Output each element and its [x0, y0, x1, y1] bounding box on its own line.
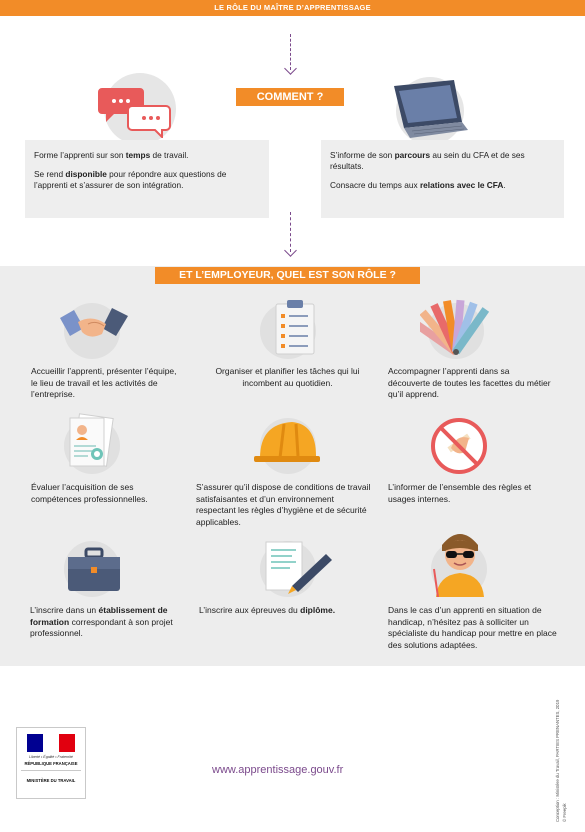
- comment-left-text-1: Forme l’apprenti sur son temps de travail.: [34, 150, 189, 160]
- laptop-icon: [388, 80, 470, 140]
- logo-motto: Liberté • Égalité • Fraternité: [29, 755, 73, 759]
- comment-right-text-1: S’informe de son parcours au sein du CFA et de ses résultats.: [330, 150, 525, 171]
- employer-item-8-text: L’inscrire aux épreuves du diplôme.: [199, 605, 336, 615]
- republique-francaise-logo: [16, 727, 86, 799]
- hard-hat-icon: [250, 418, 322, 468]
- no-smoking-icon: [431, 418, 487, 474]
- marianne-flag: [27, 734, 75, 752]
- certificate-icon: [66, 412, 116, 468]
- credits-text: Conception : Ministère du Travail, PARTIES PRENANTES, 2019: [555, 699, 560, 822]
- comment-left-box: [25, 140, 269, 218]
- employer-item-6-text: L’informer de l’ensemble des règles et usages internes.: [388, 482, 532, 504]
- comment-right-text-2: Consacre du temps aux relations avec le CFA.: [330, 180, 506, 190]
- comment-label: COMMENT ?: [236, 88, 344, 106]
- employer-item-4-text: Évaluer l’acquisition de ses compétences professionnelles.: [31, 482, 148, 504]
- employer-item-1-text: Accueillir l’apprenti, présenter l’équipe, le lieu de travail et les activités de l’entreprise.: [31, 366, 177, 399]
- website-link[interactable]: www.apprentissage.gouv.fr: [212, 764, 344, 776]
- employer-item-2-text: Organiser et planifier les tâches qui lui incombent au quotidien.: [215, 366, 360, 388]
- visually-impaired-person-icon: [428, 525, 492, 597]
- clipboard-icon: [274, 298, 318, 356]
- employer-item-7-text: L’inscrire dans un établissement de formation correspondant à son projet professionnel.: [30, 605, 173, 638]
- handshake-icon: [60, 306, 128, 346]
- credits: [555, 678, 571, 828]
- credits-freepik: © Freepik: [562, 803, 567, 822]
- employer-label: ET L’EMPLOYEUR, QUEL EST SON RÔLE ?: [155, 267, 420, 284]
- page-header: LE RÔLE DU MAÎTRE D’APPRENTISSAGE: [0, 0, 585, 16]
- employer-item-9-text: Dans le cas d’un apprenti en situation de handicap, n’hésitez pas à solliciter un spécialiste du handicap pour mettre en place des solutions adaptées.: [388, 605, 557, 650]
- color-swatches-icon: [420, 298, 496, 356]
- arrow-down-icon: [284, 62, 297, 75]
- speech-bubbles-icon: [98, 86, 174, 138]
- logo-ministry: MINISTÈRE DU TRAVAIL: [26, 778, 76, 783]
- employer-item-3-text: Accompagner l’apprenti dans sa découverte de toutes les facettes du métier qu’il apprend.: [388, 366, 551, 399]
- arrow-down-icon: [284, 244, 297, 257]
- employer-item-5-text: S’assurer qu’il dispose de conditions de travail satisfaisantes et d’un environnement respectant les règles d’hygiène et de sécurité applicables.: [196, 482, 371, 527]
- logo-republic: RÉPUBLIQUE FRANÇAISE: [24, 761, 78, 766]
- diploma-pen-icon: [262, 540, 338, 596]
- comment-right-box: [321, 140, 564, 218]
- comment-left-text-2: Se rend disponible pour répondre aux questions de l’apprenti et s’assurer de son intégration.: [34, 169, 227, 190]
- briefcase-icon: [66, 547, 122, 593]
